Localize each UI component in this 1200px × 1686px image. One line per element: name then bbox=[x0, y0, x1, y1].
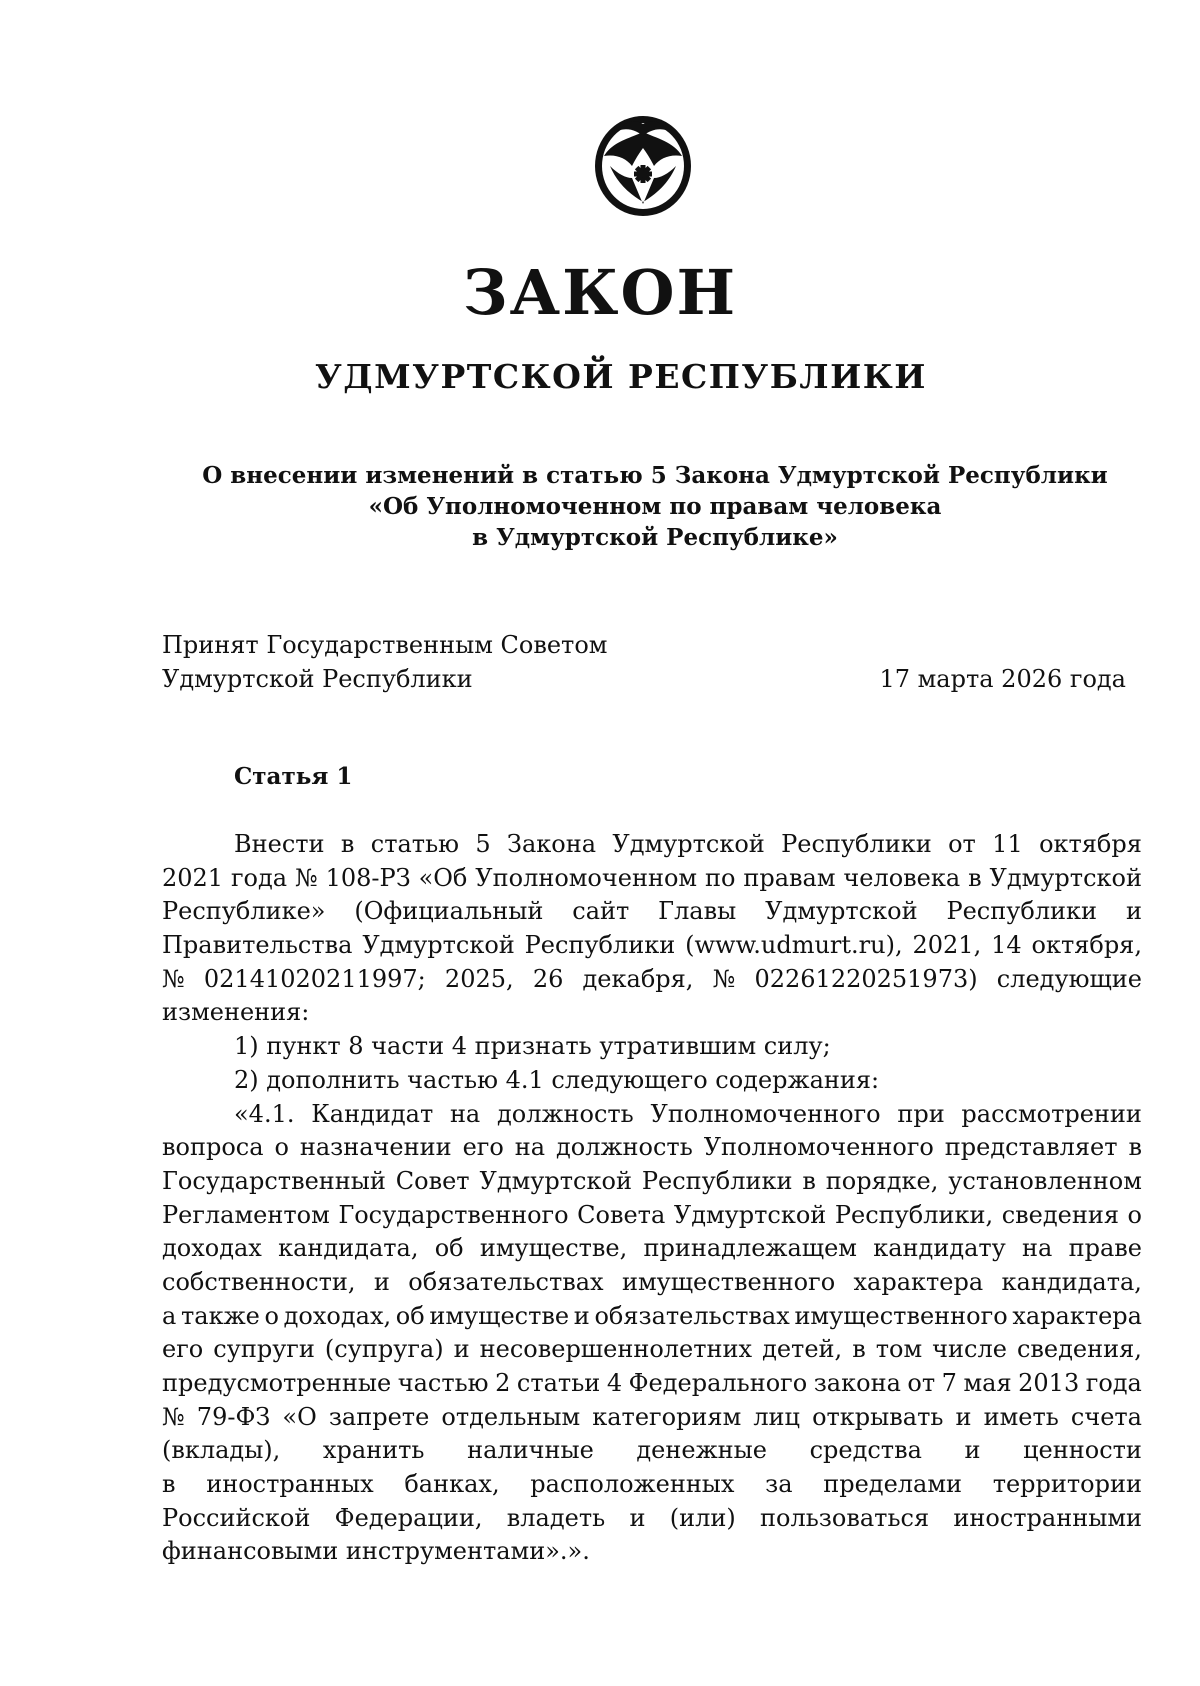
article-body-line bbox=[162, 1098, 1142, 1132]
word: том bbox=[875, 1335, 923, 1364]
article-body-line bbox=[162, 828, 1142, 862]
word: кандидату bbox=[873, 1234, 1006, 1263]
word: 2021, bbox=[912, 931, 982, 960]
word: лиц bbox=[753, 1402, 800, 1431]
word: имуществе, bbox=[479, 1234, 628, 1263]
word: обязательствах bbox=[594, 1301, 790, 1330]
word: от bbox=[948, 830, 976, 858]
word: доходах, bbox=[283, 1301, 392, 1330]
word: Кандидат bbox=[311, 1099, 434, 1128]
word: территории bbox=[992, 1470, 1142, 1499]
word: числе bbox=[932, 1335, 1007, 1364]
word: супруги bbox=[213, 1335, 315, 1364]
article-body-line bbox=[162, 1333, 1142, 1367]
word: характера bbox=[1012, 1301, 1142, 1330]
word: кандидата, bbox=[1001, 1267, 1142, 1296]
word: средства bbox=[809, 1436, 922, 1465]
word: в bbox=[1128, 1133, 1142, 1162]
word: вопроса bbox=[162, 1133, 264, 1162]
word: счета bbox=[1070, 1402, 1142, 1431]
word: Удмуртской bbox=[479, 1166, 632, 1195]
word: 5 bbox=[475, 830, 491, 858]
word: имуществе bbox=[429, 1301, 570, 1330]
word: категориям bbox=[592, 1402, 742, 1431]
word: рассмотрении bbox=[961, 1099, 1142, 1128]
word: № bbox=[295, 863, 318, 892]
word: предусмотренные bbox=[162, 1369, 392, 1397]
word: представляет bbox=[944, 1133, 1118, 1162]
word: несовершеннолетних bbox=[479, 1335, 753, 1364]
word: октября, bbox=[1031, 931, 1142, 960]
word: Совет bbox=[395, 1166, 470, 1195]
word: Правительства bbox=[162, 931, 353, 960]
word: о bbox=[264, 1301, 279, 1330]
word: о bbox=[274, 1133, 289, 1162]
word: человека bbox=[843, 863, 961, 892]
word: 2 bbox=[495, 1369, 511, 1397]
word: Республики, bbox=[834, 1200, 994, 1229]
article-body-line bbox=[162, 1367, 1142, 1401]
word: Совета bbox=[577, 1200, 666, 1229]
article-body-line bbox=[162, 895, 1142, 929]
adoption-block bbox=[162, 628, 1126, 696]
word: № bbox=[712, 964, 736, 993]
word: 79-ФЗ bbox=[196, 1402, 271, 1431]
word: в bbox=[340, 830, 355, 858]
word: в bbox=[802, 1166, 816, 1195]
word: имущественного bbox=[621, 1267, 836, 1296]
article-body-line bbox=[162, 1199, 1142, 1233]
adoption-date: 17 марта 2026 года bbox=[879, 665, 1126, 693]
word: Республики bbox=[641, 1166, 793, 1195]
word: (супруга) bbox=[324, 1335, 444, 1364]
word: и bbox=[964, 1436, 981, 1465]
word: иностранными bbox=[953, 1503, 1142, 1532]
law-heading-line: в Удмуртской Республике» bbox=[472, 524, 838, 551]
word: Закона bbox=[507, 830, 597, 858]
article-body-line bbox=[162, 1468, 1142, 1502]
word: владеть bbox=[506, 1503, 606, 1532]
word: при bbox=[897, 1099, 945, 1128]
word: сайт bbox=[572, 897, 630, 926]
word: наличные bbox=[467, 1436, 594, 1465]
word: его bbox=[462, 1133, 504, 1162]
word: Республики bbox=[781, 830, 932, 858]
word: 2021 bbox=[162, 863, 224, 892]
word: следующие bbox=[996, 964, 1142, 993]
word: об bbox=[395, 1301, 425, 1330]
word: (Официальный bbox=[354, 897, 544, 926]
article-body-line bbox=[162, 929, 1142, 963]
word: его bbox=[162, 1335, 204, 1364]
word: в bbox=[162, 1470, 176, 1499]
word: правам bbox=[743, 863, 836, 892]
word: Внести bbox=[234, 830, 325, 858]
law-heading-line: О внесении изменений в статью 5 Закона Удмуртской Республики bbox=[202, 462, 1108, 489]
word: Удмуртской bbox=[673, 1200, 827, 1229]
word: 02141020211997; bbox=[203, 964, 426, 993]
word: Федерального bbox=[628, 1369, 808, 1397]
word: сведения bbox=[1001, 1200, 1119, 1229]
word: кандидата, bbox=[278, 1234, 419, 1263]
word: Российской bbox=[162, 1503, 311, 1532]
article-body-line bbox=[162, 1266, 1142, 1300]
word: пределами bbox=[823, 1470, 962, 1499]
word: на bbox=[514, 1133, 546, 1162]
word: № bbox=[162, 964, 185, 993]
word: Государственного bbox=[338, 1200, 569, 1229]
article-body-line: финансовыми инструментами».». bbox=[162, 1537, 590, 1566]
word: об bbox=[434, 1234, 464, 1263]
word: 26 bbox=[532, 964, 564, 993]
word: а bbox=[162, 1301, 177, 1330]
article-body-line: изменения: bbox=[162, 998, 310, 1027]
word: и bbox=[453, 1335, 470, 1364]
word: характера bbox=[853, 1267, 984, 1296]
article-body-line: 2) дополнить частью 4.1 следующего содержания: bbox=[234, 1065, 880, 1094]
article-body-line bbox=[162, 963, 1142, 997]
word: «Об bbox=[418, 863, 468, 892]
word: закона bbox=[813, 1369, 901, 1397]
word: Удмуртской bbox=[989, 863, 1142, 892]
word: в bbox=[852, 1335, 866, 1364]
word: № bbox=[162, 1402, 185, 1431]
word: и bbox=[629, 1503, 646, 1532]
word: и bbox=[1125, 897, 1142, 926]
word: от bbox=[907, 1369, 936, 1397]
word: Удмуртской bbox=[765, 897, 918, 926]
word: октября bbox=[1039, 830, 1142, 858]
word: 2013 bbox=[1018, 1369, 1080, 1397]
word: Удмуртской bbox=[612, 830, 765, 858]
word: Уполномоченного bbox=[650, 1099, 881, 1128]
word: статьи bbox=[516, 1369, 601, 1397]
word: Регламентом bbox=[162, 1200, 330, 1229]
word: по bbox=[704, 863, 736, 892]
word: должность bbox=[555, 1133, 693, 1162]
word: 2025, bbox=[444, 964, 514, 993]
word: отдельным bbox=[441, 1402, 581, 1431]
document-subtitle: УДМУРТСКОЙ РЕСПУБЛИКИ bbox=[315, 357, 927, 396]
word: сведения, bbox=[1016, 1335, 1142, 1364]
article-body-line bbox=[162, 1232, 1142, 1266]
word: Главы bbox=[658, 897, 737, 926]
word: Удмуртской bbox=[362, 931, 515, 960]
word: хранить bbox=[322, 1436, 425, 1465]
word: «4.1. bbox=[234, 1099, 295, 1128]
word: Федерации, bbox=[334, 1503, 483, 1532]
word: иметь bbox=[983, 1402, 1059, 1431]
word: назначении bbox=[299, 1133, 452, 1162]
word: установленном bbox=[948, 1166, 1142, 1195]
word: Государственный bbox=[162, 1166, 386, 1195]
word: года bbox=[230, 863, 288, 892]
word: года bbox=[1085, 1369, 1142, 1397]
word: декабря, bbox=[582, 964, 694, 993]
word: Республике» bbox=[162, 897, 326, 926]
word: Уполномоченного bbox=[703, 1133, 934, 1162]
word: 7 bbox=[941, 1369, 957, 1397]
word: доходах bbox=[162, 1234, 262, 1263]
word: 4 bbox=[606, 1369, 623, 1397]
word: и bbox=[373, 1267, 390, 1296]
word: и bbox=[573, 1301, 590, 1330]
word: (или) bbox=[669, 1503, 736, 1532]
word: Уполномоченном bbox=[475, 863, 698, 892]
article-body-line: 1) пункт 8 части 4 признать утратившим силу; bbox=[234, 1032, 831, 1061]
word: открывать bbox=[812, 1402, 944, 1431]
word: в bbox=[968, 863, 982, 892]
word: мая bbox=[963, 1369, 1012, 1397]
word: праве bbox=[1068, 1234, 1142, 1263]
word: статью bbox=[370, 830, 460, 858]
article-body-line bbox=[162, 1131, 1142, 1165]
adoption-line-1: Принят Государственным Советом bbox=[162, 631, 608, 659]
article-body-line bbox=[162, 862, 1142, 896]
word: (вклады), bbox=[162, 1436, 281, 1465]
word: денежные bbox=[636, 1436, 767, 1465]
article-body-line bbox=[162, 1165, 1142, 1199]
word: и bbox=[955, 1402, 972, 1431]
article-body-line bbox=[162, 1401, 1142, 1435]
article-body-line bbox=[162, 1300, 1142, 1334]
word: на bbox=[1022, 1234, 1053, 1263]
word: на bbox=[449, 1099, 481, 1128]
word: должность bbox=[496, 1099, 634, 1128]
word: имущественного bbox=[794, 1301, 1008, 1330]
article-title: Статья 1 bbox=[234, 763, 353, 790]
word: запрете bbox=[328, 1402, 430, 1431]
law-heading-line: «Об Уполномоченном по правам человека bbox=[368, 493, 942, 520]
word: пользоваться bbox=[760, 1503, 930, 1532]
word: банках, bbox=[404, 1470, 500, 1499]
word: «О bbox=[282, 1402, 317, 1431]
word: обязательствах bbox=[408, 1267, 604, 1296]
word: детей, bbox=[762, 1335, 843, 1364]
adoption-line-2: Удмуртской Республики bbox=[162, 665, 473, 693]
law-heading bbox=[150, 460, 1160, 553]
word: расположенных bbox=[530, 1470, 735, 1499]
word: Республики bbox=[946, 897, 1098, 926]
word: 11 bbox=[992, 830, 1023, 858]
word: 108-РЗ bbox=[325, 863, 411, 892]
document-title: ЗАКОН bbox=[462, 256, 738, 329]
article-body bbox=[162, 828, 1142, 1569]
word: также bbox=[180, 1301, 260, 1330]
word: принадлежащем bbox=[643, 1234, 857, 1263]
word: за bbox=[765, 1470, 793, 1499]
word: 02261220251973) bbox=[754, 964, 978, 993]
word: иностранных bbox=[206, 1470, 374, 1499]
word: ценности bbox=[1023, 1436, 1142, 1465]
word: (www.udmurt.ru), bbox=[685, 931, 903, 960]
article-body-line bbox=[162, 1434, 1142, 1468]
word: о bbox=[1127, 1200, 1142, 1229]
word: собственности, bbox=[162, 1267, 356, 1296]
article-body-line bbox=[162, 1502, 1142, 1536]
word: Республики bbox=[524, 931, 676, 960]
udmurtia-emblem-icon bbox=[590, 108, 696, 220]
word: 14 bbox=[991, 931, 1022, 960]
word: порядке, bbox=[825, 1166, 939, 1195]
word: частью bbox=[397, 1369, 489, 1397]
